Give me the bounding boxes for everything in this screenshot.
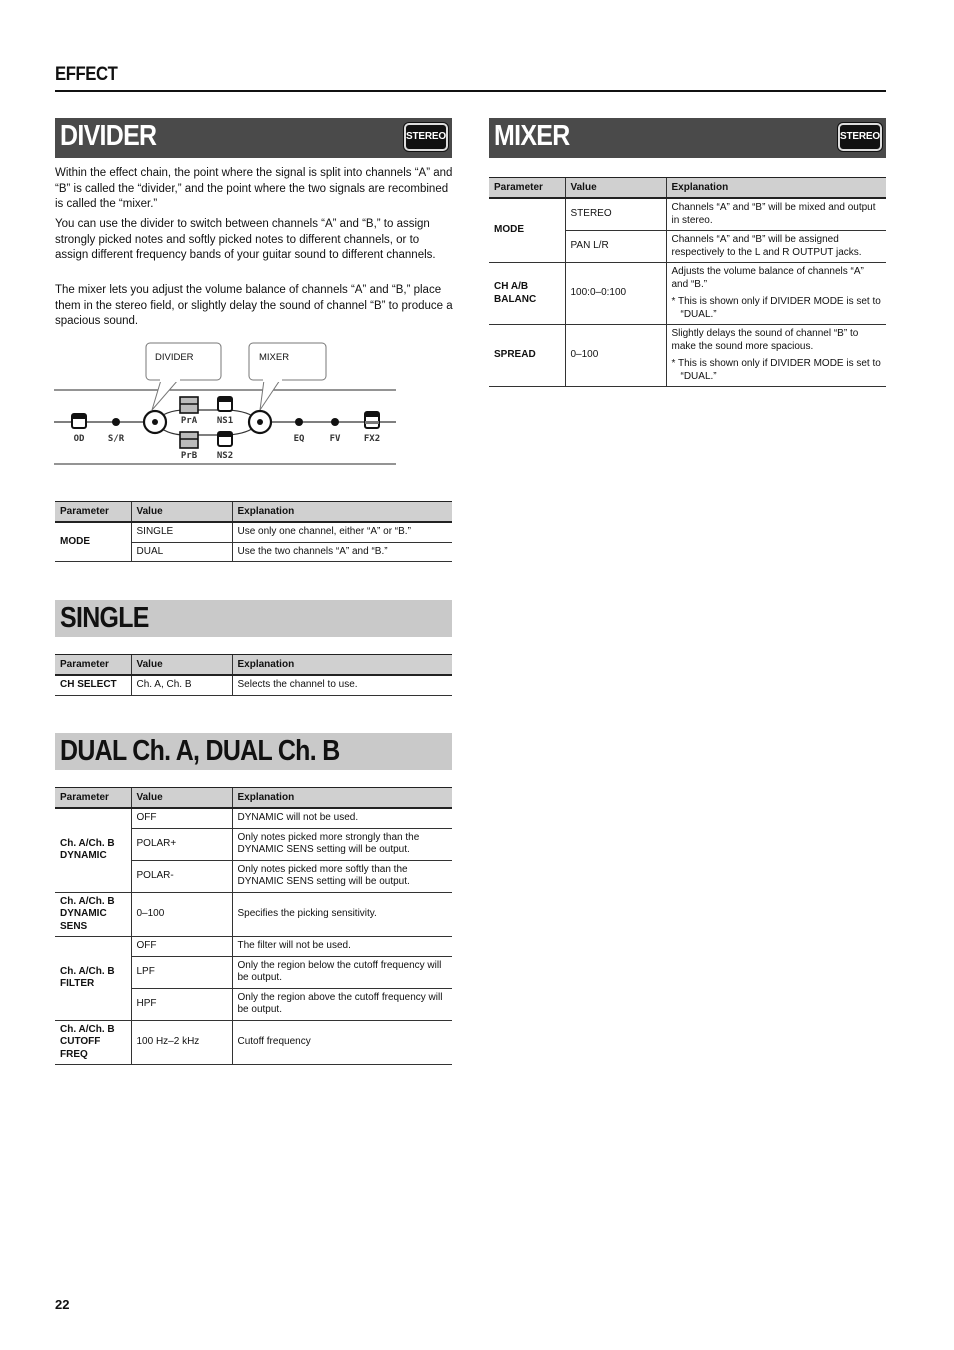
footnote: * This is shown only if DIVIDER MODE is set to “DUAL.”	[671, 296, 881, 320]
parameter-cell: CH A/B BALANC	[489, 263, 565, 325]
explanation-cell: Use the two channels “A” and “B.”	[232, 542, 452, 562]
value-cell: OFF	[131, 808, 232, 828]
value-cell: HPF	[131, 988, 232, 1020]
divider-title-bar	[55, 118, 452, 158]
table-header-row	[55, 655, 452, 676]
page-number: 22	[55, 1297, 70, 1312]
block-ns2	[217, 432, 233, 461]
dual-title: DUAL Ch. A, DUAL Ch. B	[60, 735, 340, 767]
table-row	[489, 198, 886, 231]
parameter-cell: Ch. A/Ch. B DYNAMIC	[55, 808, 131, 892]
block-ns2-label: NS2	[216, 451, 234, 461]
explanation-cell: Specifies the picking sensitivity.	[232, 892, 452, 937]
value-cell: OFF	[131, 937, 232, 957]
block-prb	[180, 432, 198, 461]
block-sr-label: S/R	[107, 434, 125, 444]
block-eq-label: EQ	[293, 434, 305, 444]
callout-mixer-label: MIXER	[259, 352, 290, 363]
divider-node	[144, 411, 166, 433]
explanation-cell: Channels “A” and “B” will be assigned respectively to the L and R OUTPUT jacks.	[666, 231, 886, 263]
explanation-cell	[666, 263, 886, 325]
column-header: Parameter	[55, 788, 131, 809]
table-row	[55, 808, 452, 828]
divider-intro-paragraph: Within the effect chain, the point where the signal is split into channels “A” and “B” is called the “divider,” and the point where the two signals are recombined is called the “mixer.”	[55, 167, 453, 210]
stereo-badge	[404, 123, 448, 151]
dual-parameter-table	[55, 787, 452, 1065]
mixer-title-bar	[489, 118, 886, 158]
value-cell: SINGLE	[131, 522, 232, 542]
column-header: Value	[131, 788, 232, 809]
parameter-cell: MODE	[489, 198, 565, 263]
column-header: Parameter	[55, 502, 131, 523]
value-cell: 100 Hz–2 kHz	[131, 1020, 232, 1065]
divider-parameter-table	[55, 501, 452, 562]
explanation-cell: The filter will not be used.	[232, 937, 452, 957]
single-title: SINGLE	[60, 602, 149, 634]
parameter-cell: Ch. A/Ch. B CUTOFF FREQ	[55, 1020, 131, 1065]
block-pra-label: PrA	[180, 416, 198, 426]
column-header: Value	[131, 655, 232, 676]
value-cell: STEREO	[565, 198, 666, 231]
explanation-cell: Only notes picked more strongly than the DYNAMIC SENS setting will be output.	[232, 828, 452, 860]
effect-chain-diagram	[54, 338, 399, 468]
explanation-cell: Selects the channel to use.	[232, 675, 452, 695]
block-od	[72, 414, 86, 444]
footnote: * This is shown only if DIVIDER MODE is set to “DUAL.”	[671, 358, 881, 382]
value-cell: 100:0–0:100	[565, 263, 666, 325]
column-header: Parameter	[55, 655, 131, 676]
block-fx2	[364, 412, 380, 444]
stereo-badge	[838, 123, 882, 151]
callout-divider-label: DIVIDER	[155, 352, 194, 363]
stereo-badge-label: STEREO	[840, 131, 880, 142]
column-header: Explanation	[232, 788, 452, 809]
column-header: Parameter	[489, 178, 565, 199]
value-cell: POLAR+	[131, 828, 232, 860]
value-cell: DUAL	[131, 542, 232, 562]
parameter-cell: MODE	[55, 522, 131, 562]
value-cell: 0–100	[565, 325, 666, 387]
column-header: Explanation	[232, 502, 452, 523]
explanation-text: Slightly delays the sound of channel “B” to make the sound more spacious.	[671, 328, 859, 352]
divider-title: DIVIDER	[60, 120, 157, 152]
parameter-cell: CH SELECT	[55, 675, 131, 695]
parameter-cell: Ch. A/Ch. B FILTER	[55, 937, 131, 1021]
value-cell: POLAR-	[131, 860, 232, 892]
explanation-text: Adjusts the volume balance of channels “A” and “B.”	[671, 266, 864, 290]
table-row	[55, 522, 452, 542]
table-row	[489, 325, 886, 387]
explanation-cell: Only notes picked more softly than the DYNAMIC SENS setting will be output.	[232, 860, 452, 892]
explanation-cell: Cutoff frequency	[232, 1020, 452, 1065]
callout-mixer	[249, 343, 326, 410]
value-cell: PAN L/R	[565, 231, 666, 263]
parameter-cell: Ch. A/Ch. B DYNAMIC SENS	[55, 892, 131, 937]
block-od-label: OD	[73, 434, 85, 444]
divider-usage-paragraph: You can use the divider to switch between channels “A” and “B,” to assign strongly picked notes and softly picked notes to different channels, or to assign different frequency bands of your guitar sound to different channels.	[55, 218, 436, 261]
table-row	[55, 1020, 452, 1065]
explanation-cell: DYNAMIC will not be used.	[232, 808, 452, 828]
block-fv-label: FV	[329, 434, 341, 444]
column-header: Value	[565, 178, 666, 199]
block-fx2-label: FX2	[363, 434, 381, 444]
block-pra	[180, 397, 198, 426]
column-header: Explanation	[232, 655, 452, 676]
single-parameter-table	[55, 654, 452, 696]
value-cell: 0–100	[131, 892, 232, 937]
section-rule	[55, 90, 886, 92]
block-ns1	[217, 397, 233, 426]
value-cell: Ch. A, Ch. B	[131, 675, 232, 695]
table-header-row	[489, 178, 886, 199]
mixer-parameter-table	[489, 177, 886, 387]
value-cell: LPF	[131, 956, 232, 988]
explanation-cell: Channels “A” and “B” will be mixed and output in stereo.	[666, 198, 886, 231]
explanation-cell: Use only one channel, either “A” or “B.”	[232, 522, 452, 542]
table-row	[489, 263, 886, 325]
table-row	[55, 675, 452, 695]
mixer-node	[249, 411, 271, 433]
table-header-row	[55, 502, 452, 523]
dual-title-bar	[55, 733, 452, 770]
explanation-cell	[666, 325, 886, 387]
single-title-bar	[55, 600, 452, 637]
parameter-cell: SPREAD	[489, 325, 565, 387]
block-ns1-label: NS1	[216, 416, 234, 426]
column-header: Value	[131, 502, 232, 523]
mixer-title: MIXER	[494, 120, 570, 152]
explanation-cell: Only the region above the cutoff frequency will be output.	[232, 988, 452, 1020]
explanation-cell: Only the region below the cutoff frequency will be output.	[232, 956, 452, 988]
stereo-badge-label: STEREO	[406, 131, 446, 142]
table-row	[55, 892, 452, 937]
block-prb-label: PrB	[180, 451, 198, 461]
mixer-usage-paragraph: The mixer lets you adjust the volume balance of channels “A” and “B,” place them in the stereo field, or slightly delay the sound of channel “B” to produce a spacious sound.	[55, 284, 453, 327]
section-heading: EFFECT	[55, 64, 118, 85]
table-header-row	[55, 788, 452, 809]
table-row	[55, 937, 452, 957]
column-header: Explanation	[666, 178, 886, 199]
